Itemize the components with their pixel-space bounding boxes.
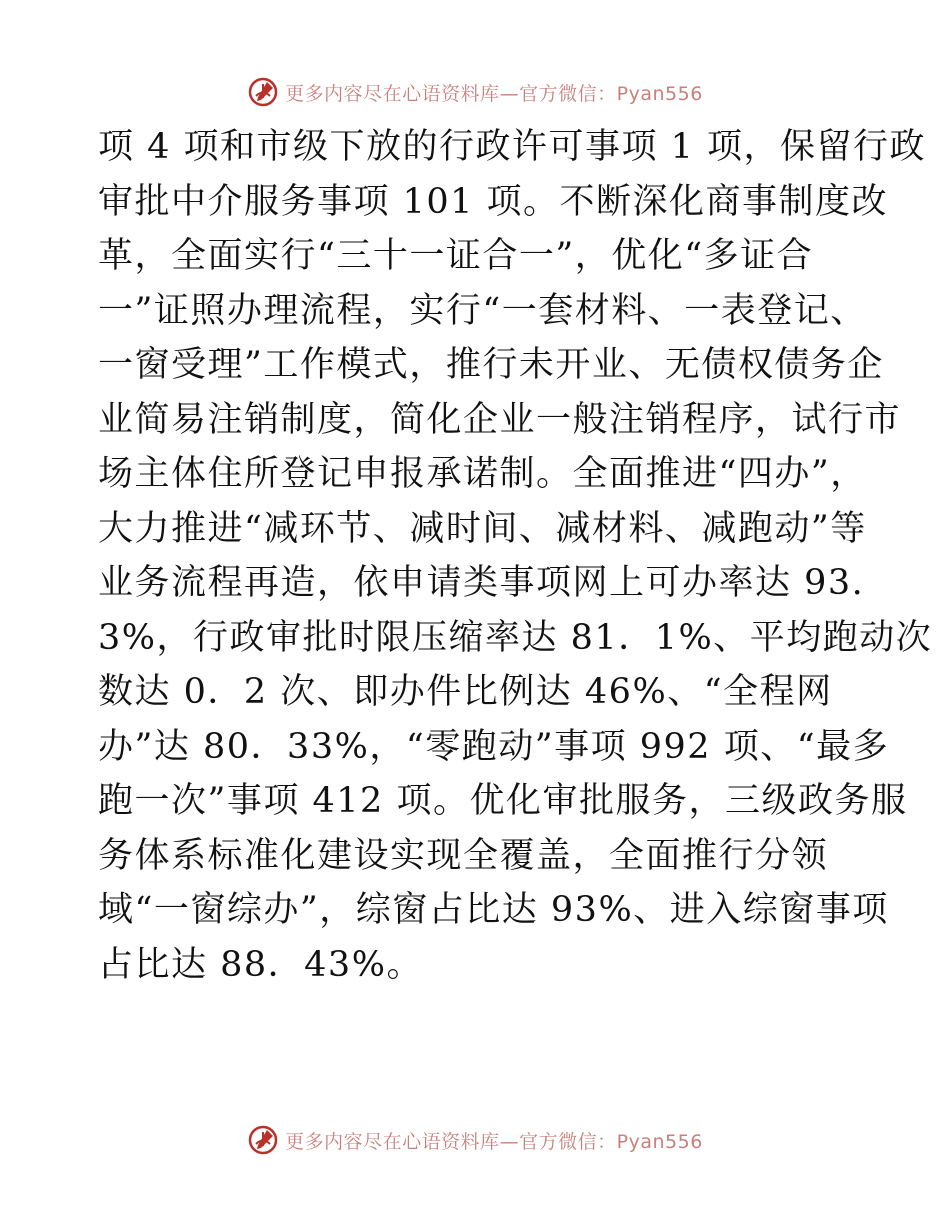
text-line: 办”达 80．33%，“零跑动”事项 992 项、“最多 [98,726,890,767]
footer-banner [0,1120,950,1160]
footer-text: 更多内容尽在心语资料库—官方微信：Pyan556 [285,1130,703,1153]
text-line: 业务流程再造，依申请类事项网上可办率达 93. [98,563,865,603]
text-line: 占比达 88．43%。 [98,944,423,985]
text-line: 务体系标准化建设实现全覆盖，全面推行分领 [98,835,829,876]
text-line: 3%，行政审批时限压缩率达 81．1%、平均跑动次 [98,617,933,658]
text-line: 域“一窗综办”，综窗占比达 93%、进入综窗事项 [98,890,889,930]
text-line: 数达 0．2 次、即办件比例达 46%、“全程网 [98,672,833,712]
text-line: 革，全面实行“三十一证合一”，优化“多证合 [98,236,814,276]
text-line: 跑一次”事项 412 项。优化审批服务，三级政务服 [98,781,908,821]
text-line: 一窗受理”工作模式，推行未开业、无债权债务企 [98,345,884,385]
text-line: 场主体住所登记申报承诺制。全面推进“四办”， [98,454,867,494]
header-text: 更多内容尽在心语资料库—官方微信：Pyan556 [285,82,703,105]
text-line: 大力推进“减环节、减时间、减材料、减跑动”等 [98,508,867,549]
text-line: 业简易注销制度，简化企业一般注销程序，试行市 [98,399,902,440]
document-body [98,120,933,992]
book-pen-seal-logo [247,76,279,108]
text-line: 项 4 项和市级下放的行政许可事项 1 项，保留行政 [98,127,927,167]
text-line: 审批中介服务事项 101 项。不断深化商事制度改 [98,181,889,222]
text-line: 一”证照办理流程，实行“一套材料、一表登记、 [98,290,867,331]
header-banner [0,72,950,112]
book-pen-seal-logo [247,1124,279,1156]
